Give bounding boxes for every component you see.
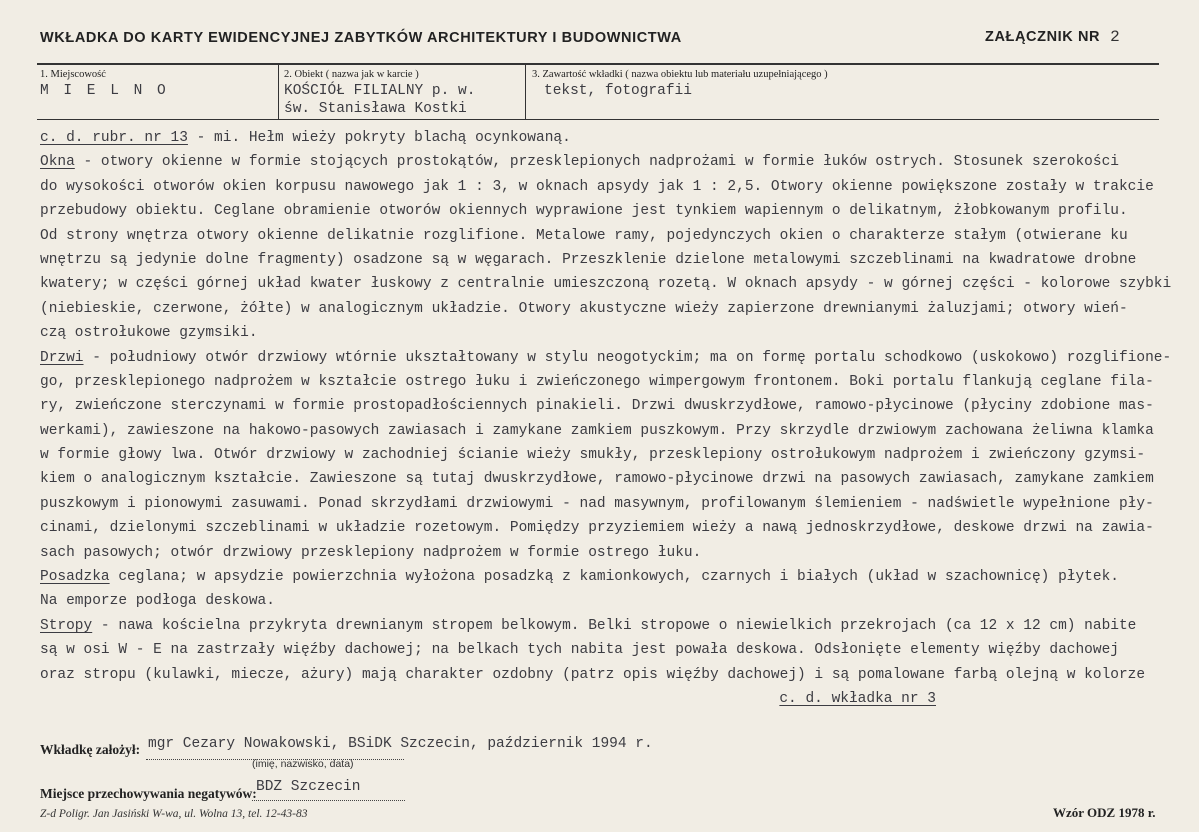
section-heading: Posadzka <box>40 569 110 586</box>
text-line-content: ry, zwieńczone sterczynami w formie prostopadłościennych pinakieli. Drzwi dwuskrzydłowe, ramowo-płycinowe (płyciny zdobione mas- <box>40 398 1154 415</box>
text-line <box>40 516 1186 540</box>
annex-number: 2 <box>1110 28 1121 46</box>
text-line-content: Od strony wnętrza otwory okienne delikatnie rozglifione. Metalowe ramy, pojedynczych okien o charakterze stałym (otwierane ku <box>40 227 1128 244</box>
continuation-note: c. d. wkładka nr 3 <box>779 690 936 707</box>
author-label: Wkładkę założył: <box>40 742 141 757</box>
text-line-content: Na emporze podłoga deskowa. <box>40 593 275 610</box>
field-divider <box>278 64 279 119</box>
text-line-content: cinami, dzielonymi szczeblinami w układzie rozetowym. Pomiędzy przyziemiem wieży a nawą jednoskrzydłowe, deskowe drzwi na zawia- <box>40 520 1154 537</box>
negatives-label: Miejsce przechowywania negatywów: <box>40 786 257 801</box>
text-line <box>40 492 1186 516</box>
locality-value: M I E L N O <box>40 83 169 99</box>
text-line <box>40 297 1186 321</box>
locality-field <box>40 69 169 100</box>
object-label: 2. Obiekt ( nazwa jak w karcie ) <box>284 69 419 80</box>
text-line-content: sach pasowych; otwór drzwiowy przesklepiony nadprożem w formie ostrego łuku. <box>40 544 702 561</box>
object-value-line1: KOŚCIÓŁ FILIALNY p. w. <box>284 83 476 99</box>
form-code: Wzór ODZ 1978 r. <box>1053 805 1156 820</box>
contents-label: 3. Zawartość wkładki ( nazwa obiektu lub materiału uzupełniającego ) <box>532 69 828 80</box>
text-line <box>40 175 1186 199</box>
section-heading: c. d. rubr. nr 13 <box>40 130 188 146</box>
text-line <box>40 443 1186 467</box>
text-line <box>40 272 1186 296</box>
text-line <box>40 224 1186 248</box>
description-text <box>40 126 1186 711</box>
text-line-content: przebudowy obiektu. Ceglane obramienie otworów okiennych wyprawione jest tynkiem wapiennym o delikatnym, żłobkowanym profilu. <box>40 203 1128 220</box>
text-line <box>40 248 1186 272</box>
text-line-content: kwatery; w części górnej układ kwater łuskowy z centralnie umieszczoną rozetą. W oknach apsydy - w górnej części - kolorowe szybki <box>40 276 1172 293</box>
text-line-content: są w osi W - E na zastrzały więźby dachowej; na belkach tych nabita jest powała deskowa. Odsłonięte elementy więźby dachowej <box>40 642 1119 659</box>
text-line <box>40 467 1186 491</box>
text-line <box>40 589 1186 613</box>
text-line <box>40 541 1186 565</box>
text-line-content: - mi. Hełm wieży pokryty blachą ocynkowaną. <box>187 130 571 146</box>
text-line <box>40 565 1186 589</box>
author-value: mgr Cezary Nowakowski, BSiDK Szczecin, październik 1994 r. <box>148 736 653 752</box>
text-line-content: kiem o analogicznym kształcie. Zawieszone są tutaj dwuskrzydłowe, ramowo-płycinowe drzwi na pasowych zawiasach, zamykane zamkiem <box>40 471 1154 488</box>
text-line-content: wnętrzu są jedynie dolne fragmenty) osadzone są w węgarach. Przeszklenie dzielone metalowymi szczeblinami na kwadratowe drobne <box>40 251 1137 268</box>
fields-bottom-rule <box>37 119 1159 120</box>
text-line <box>40 638 1186 662</box>
text-line <box>40 150 1186 174</box>
negatives-dotted-line <box>252 800 405 801</box>
text-line-content: oraz stropu (kulawki, miecze, ażury) mają charakter ozdobny (patrz opis więźby dachowej) i są pomalowane farbą olejną w kolorze <box>40 666 1146 683</box>
text-line <box>40 126 1186 150</box>
text-line <box>40 199 1186 223</box>
text-line <box>40 370 1186 394</box>
top-rule <box>37 63 1159 65</box>
text-line <box>40 394 1186 418</box>
locality-label: 1. Miejscowość <box>40 69 106 80</box>
text-line-content: czą ostrołukowe gzymsiki. <box>40 325 258 342</box>
annex-label-text: ZAŁĄCZNIK NR <box>985 29 1101 45</box>
text-line-content: go, przesklepionego nadprożem w kształcie ostrego łuku i zwieńczonego wimpergowym frontonem. Boki portalu flankują ceglane fila- <box>40 373 1154 390</box>
text-line-content: ceglana; w apsydzie powierzchnia wyłożona posadzką z kamionkowych, czarnych i białych (układ w szachownicę) płytek. <box>109 569 1119 586</box>
annex-label <box>985 28 1120 46</box>
text-line <box>40 663 1186 687</box>
text-line-content: werkami), zawieszone na hakowo-pasowych zawiasach i zamykane zamkiem puszkowym. Przy skrzydle drzwiowym zachowana żeliwna klamka <box>40 422 1154 439</box>
section-heading: Stropy <box>40 617 93 634</box>
negatives-value: BDZ Szczecin <box>256 779 361 795</box>
contents-value: tekst, fotografii <box>544 83 692 99</box>
object-value-line2: św. Stanisława Kostki <box>284 101 467 117</box>
form-title: WKŁADKA DO KARTY EWIDENCYJNEJ ZABYTKÓW ARCHITEKTURY I BUDOWNICTWA <box>40 30 682 46</box>
section-heading: Drzwi <box>40 349 84 366</box>
continuation-line <box>40 687 1186 711</box>
author-hint: (imię, nazwisko, data) <box>252 758 354 770</box>
text-line-content: - nawa kościelna przykryta drewnianym stropem belkowym. Belki stropowe o niewielkich przekrojach (ca 12 x 12 cm) nabite <box>92 617 1137 634</box>
text-line <box>40 346 1186 370</box>
object-field <box>284 69 475 118</box>
field-divider <box>525 64 526 119</box>
text-line <box>40 614 1186 638</box>
text-line-content: w formie głowy lwa. Otwór drzwiowy w zachodniej ścianie wieży smukły, przesklepiony ostrołukowym nadprożem i zwieńczony gzymsi- <box>40 447 1146 464</box>
contents-field <box>532 69 828 100</box>
text-line-content: do wysokości otworów okien korpusu nawowego jak 1 : 3, w oknach apsydy jak 1 : 2,5. Otwory okienne powiększone zostały w trakcie <box>40 178 1154 195</box>
text-line <box>40 419 1186 443</box>
text-line-content: - południowy otwór drzwiowy wtórnie ukształtowany w stylu neogotyckim; ma on formę portalu schodkowo (uskokowo) rozglifione- <box>83 349 1172 366</box>
section-heading: Okna <box>40 154 75 171</box>
text-line-content: puszkowym i pionowymi zasuwami. Ponad skrzydłami drzwiowymi - nad masywnym, profilowanym ślemieniem - nadświetle wypełnione pły- <box>40 495 1154 512</box>
text-line <box>40 321 1186 345</box>
printer-imprint: Z-d Poligr. Jan Jasiński W-wa, ul. Wolna 13, tel. 12-43-83 <box>40 808 308 820</box>
text-line-content: (niebieskie, czerwone, żółte) w analogicznym układzie. Otwory akustyczne wieży zapierzone drewnianymi żaluzjami; otwory wień- <box>40 300 1128 317</box>
text-line-content: - otwory okienne w formie stojących prostokątów, przesklepionych nadprożami w formie łuków ostrych. Stosunek szerokości <box>74 154 1119 171</box>
